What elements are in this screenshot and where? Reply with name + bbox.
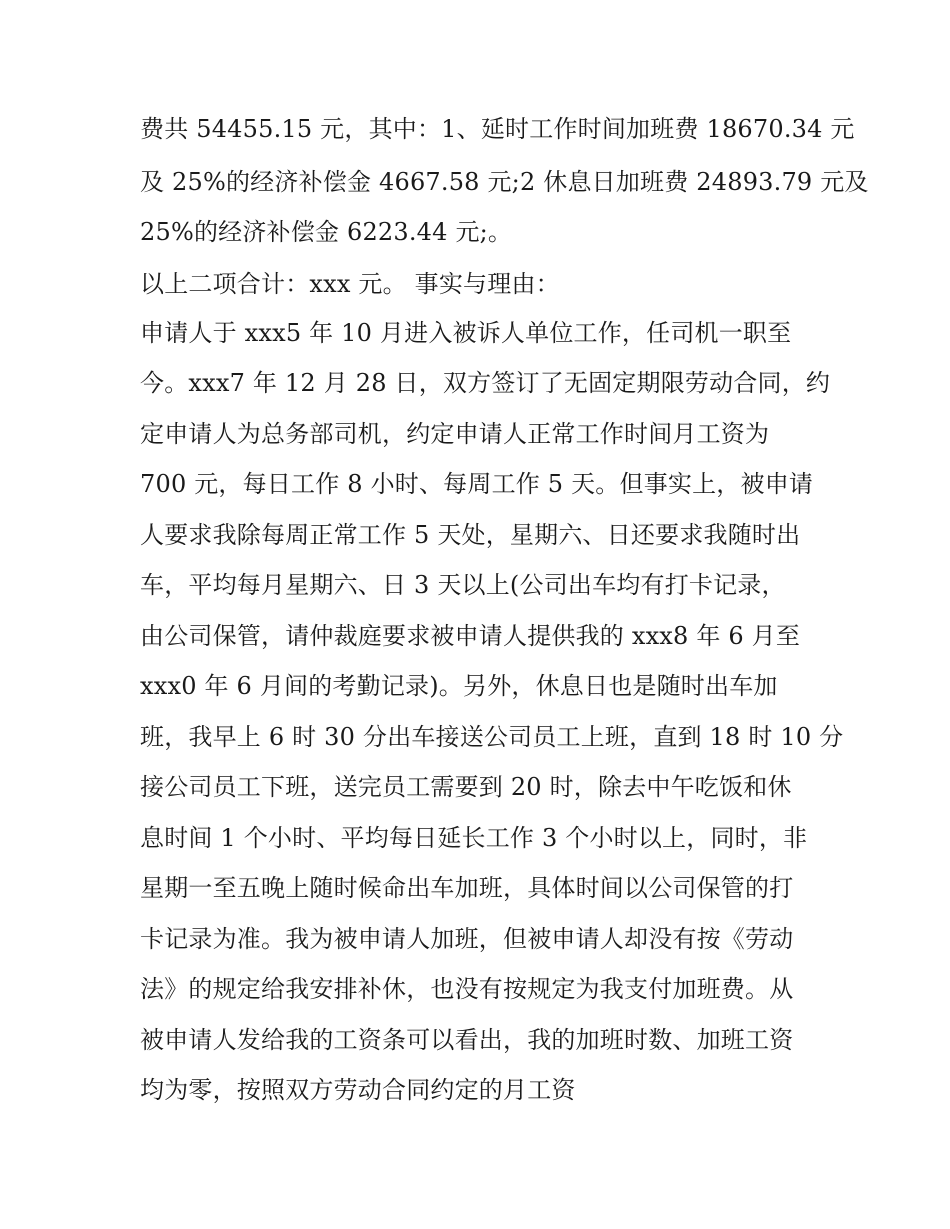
text-line: 被申请人发给我的工资条可以看出，我的加班时数、加班工资 (140, 1026, 794, 1054)
text-line: 700 元，每日工作 8 小时、每周工作 5 天。但事实上，被申请 (140, 470, 814, 498)
text-line: 均为零，按照双方劳动合同约定的月工资 (140, 1076, 576, 1104)
text-line: 今。xxx7 年 12 月 28 日，双方签订了无固定期限劳动合同，约 (140, 369, 831, 397)
text-line: 车，平均每月星期六、日 3 天以上(公司出车均有打卡记录， (140, 571, 786, 599)
text-line: 人要求我除每周正常工作 5 天处，星期六、日还要求我随时出 (140, 521, 801, 549)
text-line: 星期一至五晚上随时候命出车加班，具体时间以公司保管的打 (140, 874, 794, 902)
text-line: 申请人于 xxx5 年 10 月进入被诉人单位工作，任司机一职至 (140, 319, 792, 347)
text-line: 费共 54455.15 元，其中：1、延时工作时间加班费 18670.34 元 (140, 115, 855, 143)
text-line: xxx0 年 6 月间的考勤记录)。另外，休息日也是随时出车加 (140, 672, 778, 700)
text-line: 以上二项合计：xxx 元。 事实与理由： (140, 270, 560, 298)
text-line: 法》的规定给我安排补休，也没有按规定为我支付加班费。从 (140, 975, 794, 1003)
text-line: 卡记录为准。我为被申请人加班，但被申请人却没有按《劳动 (140, 925, 794, 953)
text-line: 25%的经济补偿金 6223.44 元;。 (140, 218, 513, 246)
text-line: 定申请人为总务部司机，约定申请人正常工作时间月工资为 (140, 420, 770, 448)
text-line: 及 25%的经济补偿金 4667.58 元;2 休息日加班费 24893.79 元及 (140, 168, 869, 196)
text-line: 由公司保管，请仲裁庭要求被申请人提供我的 xxx8 年 6 月至 (140, 622, 801, 650)
text-line: 班，我早上 6 时 30 分出车接送公司员工上班，直到 18 时 10 分 (140, 723, 844, 751)
text-line: 息时间 1 个小时、平均每日延长工作 3 个小时以上，同时，非 (140, 824, 808, 852)
text-line: 接公司员工下班，送完员工需要到 20 时，除去中午吃饭和休 (140, 773, 792, 801)
